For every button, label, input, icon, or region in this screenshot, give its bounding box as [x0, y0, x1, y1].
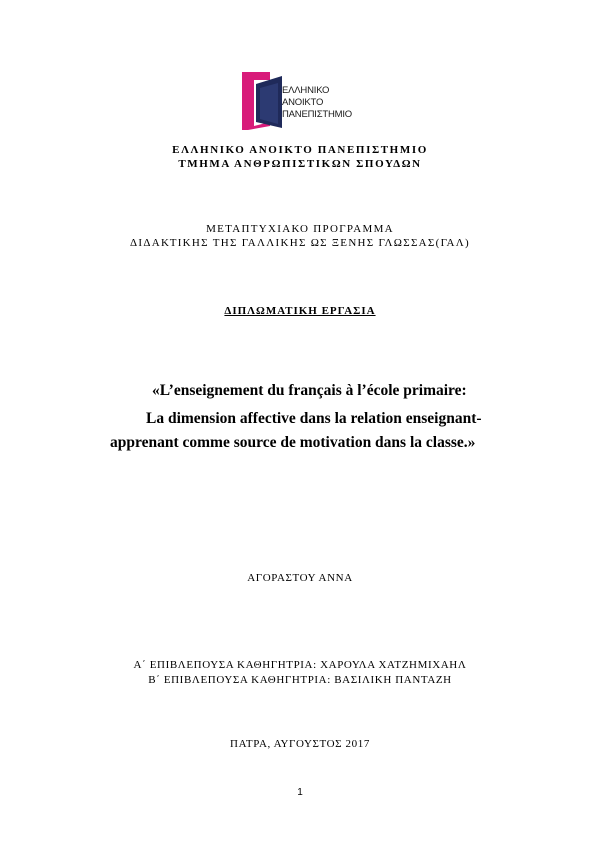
school-name: ΤΜΗΜΑ ΑΝΘΡΩΠΙΣΤΙΚΩΝ ΣΠΟΥΔΩΝ	[178, 158, 422, 170]
program-line-2: ΔΙΔΑΚΤΙΚΗΣ ΤΗΣ ΓΑΛΛΙΚΗΣ ΩΣ ΞΕΝΗΣ ΓΛΩΣΣΑΣ(ΓΑΛ)	[129, 237, 471, 249]
institution-block	[0, 143, 600, 171]
university-name: ΕΛΛΗΝΙΚΟ ΑΝΟΙΚΤΟ ΠΑΝΕΠΙΣΤΗΜΙΟ	[172, 144, 428, 156]
thesis-title-line-2: La dimension affective dans la relation enseignant-	[146, 410, 482, 427]
first-supervisor: Α΄ ΕΠΙΒΛΕΠΟΥΣΑ ΚΑΘΗΓΗΤΡΙΑ: ΧΑΡΟΥΛΑ ΧΑΤΖΗΜΙΧΑΗΛ	[133, 659, 467, 671]
thesis-label: ΔΙΠΛΩΜΑΤΙΚΗ ΕΡΓΑΣΙΑ	[224, 305, 376, 317]
thesis-title-line-3: apprenant comme source de motivation dans la classe.»	[110, 434, 476, 451]
author-name: ΑΓΟΡΑΣΤΟΥ ΑΝΝΑ	[247, 572, 353, 584]
page-number: 1	[297, 787, 303, 798]
place-date: ΠΑΤΡΑ, ΑΥΓΟΥΣΤΟΣ 2017	[230, 738, 370, 750]
logo-line-2: ΑΝΟΙΚΤΟ	[282, 97, 324, 108]
supervisors-block	[0, 658, 600, 688]
program-line-1: ΜΕΤΑΠΤΥΧΙΑΚΟ ΠΡΟΓΡΑΜΜΑ	[206, 223, 394, 235]
program-block	[0, 222, 600, 250]
logo-text	[282, 85, 352, 121]
thesis-title-line-1: «L’enseignement du français à l’école primaire:	[152, 382, 467, 399]
second-supervisor: Β΄ ΕΠΙΒΛΕΠΟΥΣΑ ΚΑΘΗΓΗΤΡΙΑ: ΒΑΣΙΛΙΚΗ ΠΑΝΤΑΖΗ	[148, 674, 452, 686]
logo-line-3: ΠΑΝΕΠΙΣΤΗΜΙΟ	[282, 109, 352, 120]
logo-line-1: ΕΛΛΗΝΙΚΟ	[282, 85, 330, 96]
